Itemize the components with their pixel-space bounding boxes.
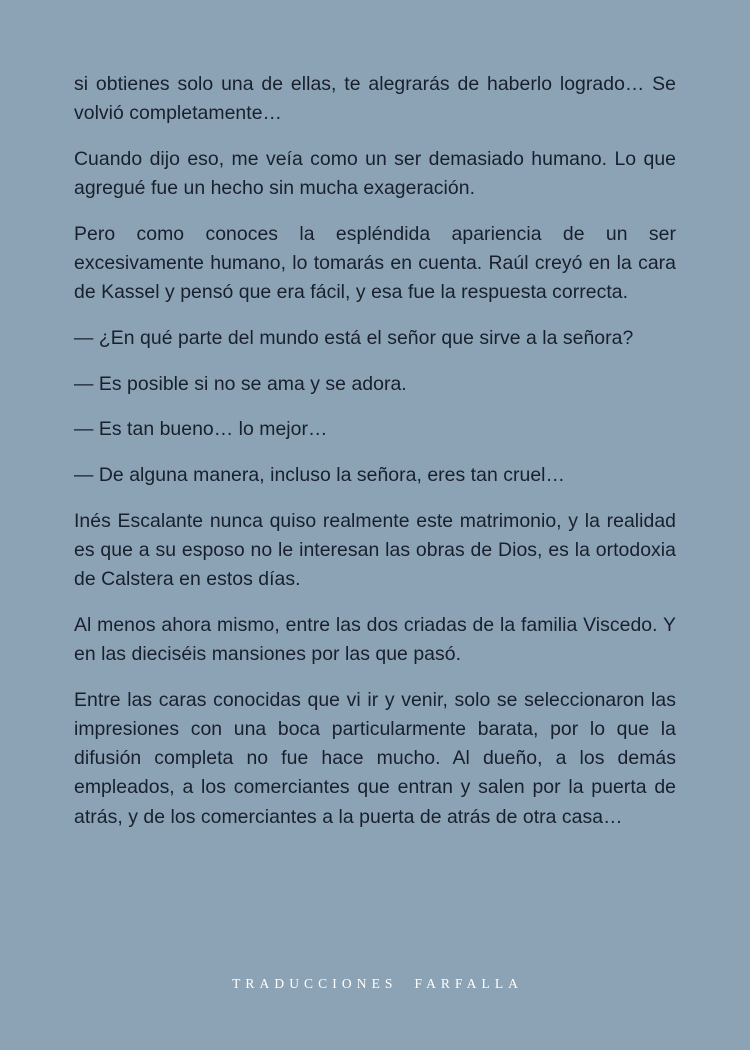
footer-watermark [0,975,750,993]
dialogue-line: — Es posible si no se ama y se adora. [74,372,407,395]
dialogue-line: — ¿En qué parte del mundo está el señor que sirve a la señora? [74,326,634,349]
paragraph: Pero como conoces la espléndida apariencia de un ser excesivamente humano, lo tomarás en cuenta. Raúl creyó en la cara de Kassel y pensó que era fácil, y esa fue la respuesta correcta. [74,222,676,304]
paragraph: Cuando dijo eso, me veía como un ser demasiado humano. Lo que agregué fue un hecho sin mucha exageración. [74,147,676,200]
dialogue-line: — De alguna manera, incluso la señora, eres tan cruel… [74,464,565,487]
paragraph: si obtienes solo una de ellas, te alegrarás de haberlo logrado… Se volvió completamente… [74,73,676,125]
dialogue-line: — Es tan bueno… lo mejor… [74,418,328,441]
paragraph: Entre las caras conocidas que vi ir y venir, solo se seleccionaron las impresiones con una boca particularmente barata, por lo que la difusión completa no fue hace mucho. Al dueño, a los demás empleados, a los comerciantes que entran y salen por la puerta de atrás, y de los comerciantes a la puerta de atrás de otra casa… [74,688,676,828]
paragraph: Inés Escalante nunca quiso realmente este matrimonio, y la realidad es que a su esposo no le interesan las obras de Dios, es la ortodoxia de Calstera en estos días. [74,509,676,591]
text-body [74,70,676,832]
paragraph: Al menos ahora mismo, entre las dos criadas de la familia Viscedo. Y en las dieciséis mansiones por las que pasó. [74,613,676,666]
footer-watermark-text: TRADUCCIONES FARFALLA [232,976,524,991]
